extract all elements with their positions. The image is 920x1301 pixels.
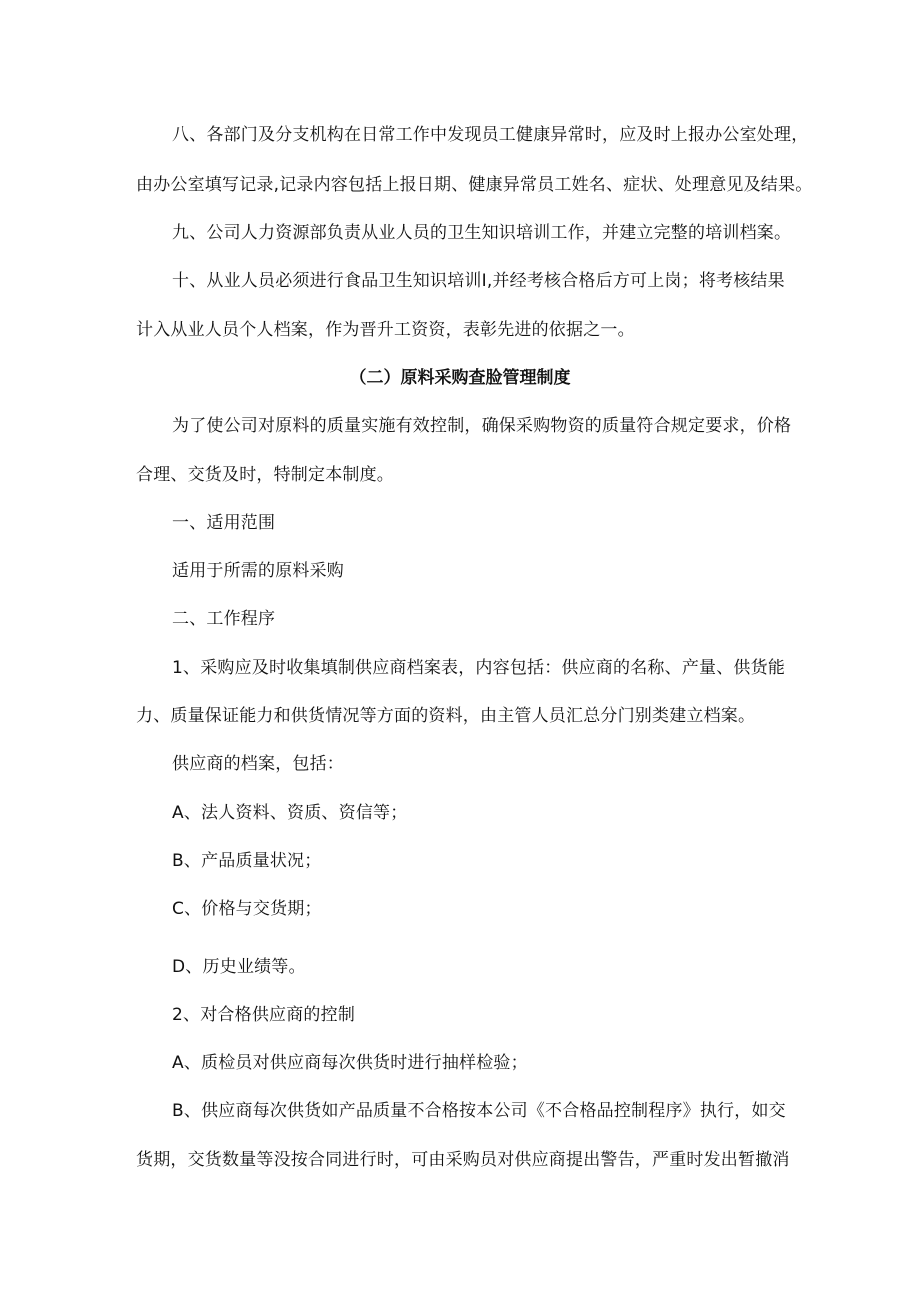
paragraph-line: 由办公室填写记录,记录内容包括上报日期、健康异常员工姓名、症状、处理意见及结果。 [136, 175, 813, 195]
list-item: A、质检员对供应商每次供货时进行抽样检验； [172, 1053, 528, 1073]
list-item: B、供应商每次供货如产品质量不合格按本公司《不合格品控制程序》执行，如交 [172, 1101, 786, 1121]
list-item: D、历史业绩等。 [172, 957, 306, 977]
paragraph-line: 计入从业人员个人档案，作为晋升工资资，表彰先进的依据之一。 [136, 320, 635, 340]
paragraph-line: 合理、交货及时，特制定本制度。 [136, 465, 394, 485]
paragraph-line: 适用于所需的原料采购 [172, 561, 344, 581]
list-item: A、法人资料、资质、资信等； [172, 803, 408, 823]
paragraph-line: 货期，交货数量等没按合同进行时，可由采购员对供应商提出警告，严重时发出暂撤消 [136, 1150, 790, 1170]
paragraph-line: 力、质量保证能力和供货情况等方面的资料，由主管人员汇总分门别类建立档案。 [136, 706, 756, 726]
heading-line: 二、工作程序 [172, 609, 276, 629]
list-item: C、价格与交货期； [172, 899, 322, 919]
heading-line: 2、对合格供应商的控制 [172, 1005, 356, 1025]
paragraph-line: 1、采购应及时收集填制供应商档案表，内容包括：供应商的名称、产量、供货能 [172, 658, 786, 678]
list-item: B、产品质量状况； [172, 851, 322, 871]
section-title: （二）原料采购查脸管理制度 [349, 368, 571, 388]
paragraph-line: 八、各部门及分支机构在日常工作中发现员工健康异常时，应及时上报办公室处理， [172, 125, 809, 145]
paragraph-line: 供应商的档案，包括： [172, 754, 344, 774]
heading-line: 一、适用范围 [172, 513, 276, 533]
paragraph-line: 九、公司人力资源部负责从业人员的卫生知识培训工作，并建立完整的培训档案。 [172, 223, 792, 243]
paragraph-line: 十、从业人员必须进行食品卫生知识培训I,并经考核合格后方可上岗；将考核结果 [172, 271, 785, 291]
paragraph-line: 为了使公司对原料的质量实施有效控制，确保采购物资的质量符合规定要求，价格 [172, 416, 792, 436]
